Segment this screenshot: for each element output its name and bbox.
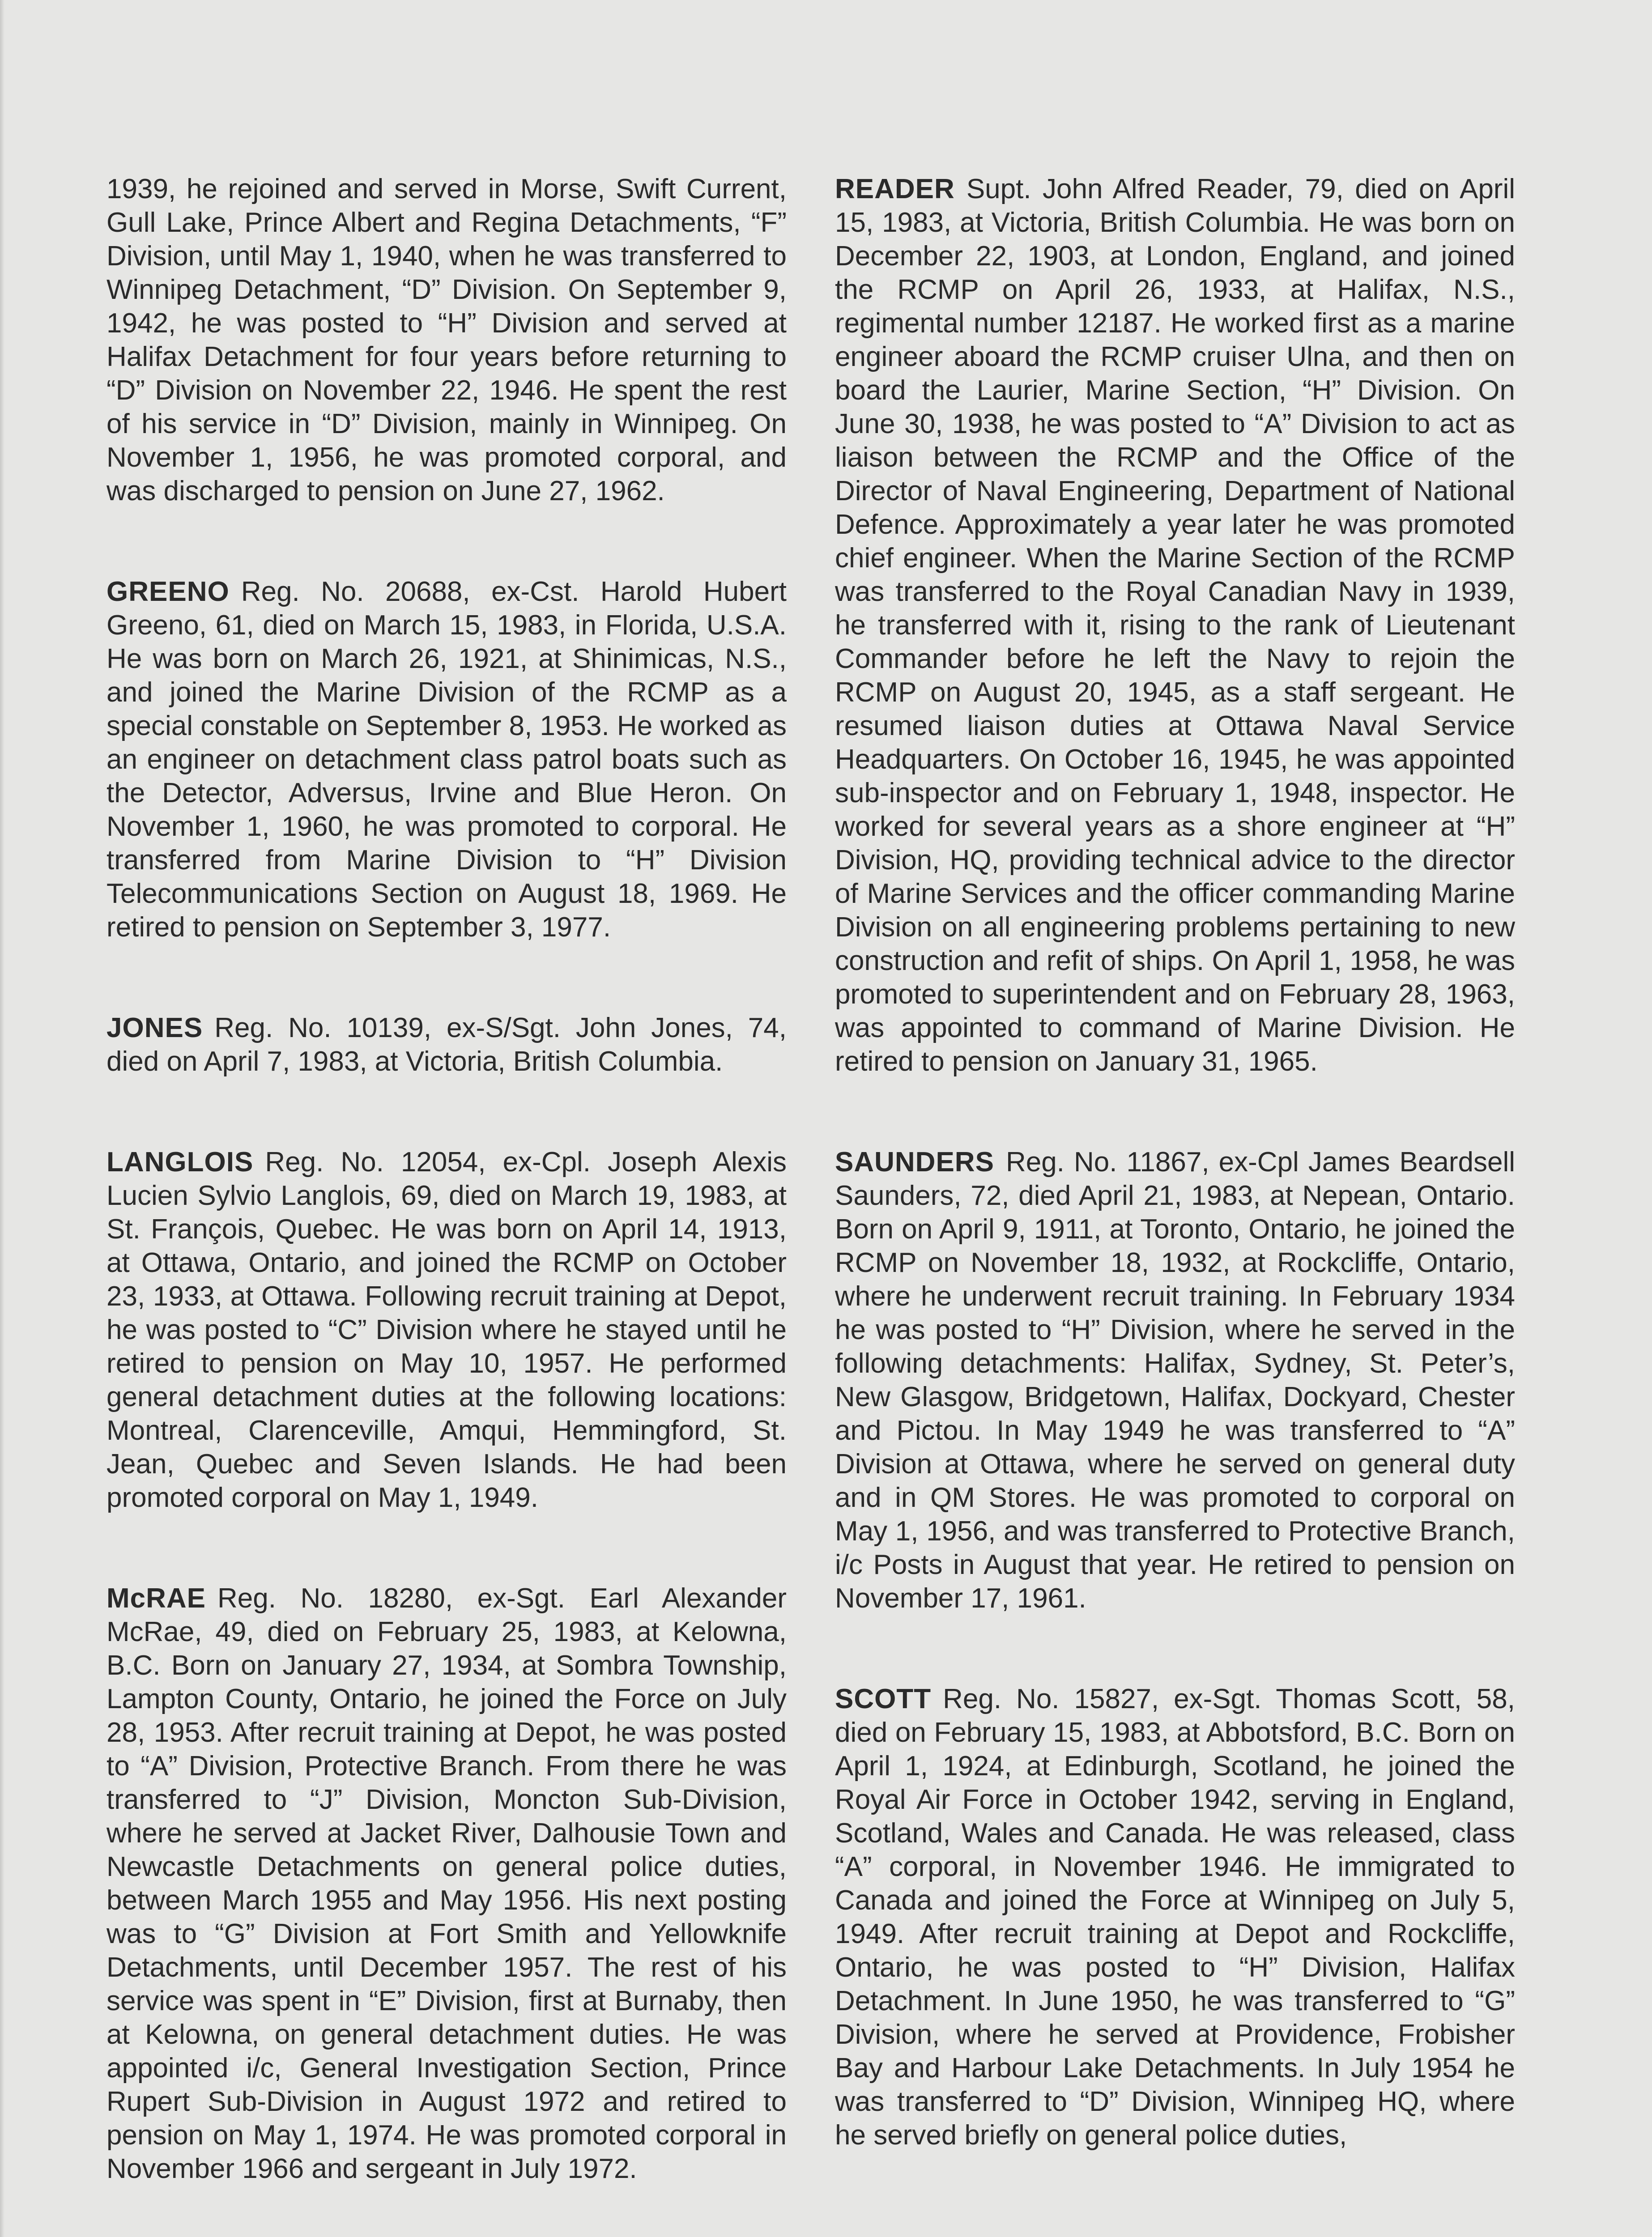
obituary-text-greeno: Reg. No. 20688, ex-Cst. Harold Hubert Greeno, 61, died on March 15, 1983, in Florida, U.S.A. He was born on March 26, 1921, at Shinimicas, N.S., and joined the Marine Division of the RCMP as a special constable on September 8, 1953. He worked as an engineer on detachment class patrol boats such as the Detector, Adversus, Irvine and Blue Heron. On November 1, 1960, he was promoted to corporal. He transferred from Marine Division to “H” Division Telecommunications Section on August 18, 1969. He retired to pension on September 3, 1977.	[106, 576, 787, 943]
surname-saunders: SAUNDERS	[835, 1147, 994, 1178]
surname-reader: READER	[835, 174, 955, 204]
obituary-reader	[835, 172, 1515, 1078]
continuation-text: 1939, he rejoined and served in Morse, Swift Current, Gull Lake, Prince Albert and Regina Detachments, “F” Division, until May 1, 1940, when he was transferred to Winnipeg Detachment, “D” Division. On September 9, 1942, he was posted to “H” Division and served at Halifax Detachment for four years before returning to “D” Division on November 22, 1946. He spent the rest of his service in “D” Division, mainly in Winnipeg. On November 1, 1956, he was promoted corporal, and was discharged to pension on June 27, 1962.	[106, 174, 787, 506]
obituary-mcrae	[106, 1582, 787, 2186]
obituary-continuation	[106, 172, 787, 508]
obituary-text-langlois: Reg. No. 12054, ex-Cpl. Joseph Alexis Lucien Sylvio Langlois, 69, died on March 19, 1983, at St. François, Quebec. He was born on April 14, 1913, at Ottawa, Ontario, and joined the RCMP on October 23, 1933, at Ottawa. Following recruit training at Depot, he was posted to “C” Division where he stayed until he retired to pension on May 10, 1957. He performed general detachment duties at the following locations: Montreal, Clarenceville, Amqui, Hemmingford, St. Jean, Quebec and Seven Islands. He had been promoted corporal on May 1, 1949.	[106, 1147, 787, 1513]
obituary-text-scott: Reg. No. 15827, ex-Sgt. Thomas Scott, 58, died on February 15, 1983, at Abbotsford, B.C. Born on April 1, 1924, at Edinburgh, Scotland, he joined the Royal Air Force in October 1942, serving in England, Scotland, Wales and Canada. He was released, class “A” corporal, in November 1946. He immigrated to Canada and joined the Force at Winnipeg on July 5, 1949. After recruit training at Depot and Rockcliffe, Ontario, he was posted to “H” Division, Halifax Detachment. In June 1950, he was transferred to “G” Division, where he served at Providence, Frobisher Bay and Harbour Lake Detachments. In July 1954 he was transferred to “D” Division, Winnipeg HQ, where he served briefly on general police duties,	[835, 1684, 1515, 2151]
obituary-text-jones: Reg. No. 10139, ex-S/Sgt. John Jones, 74, died on April 7, 1983, at Victoria, British Columbia.	[106, 1012, 787, 1077]
page-binding-edge	[0, 0, 4, 2237]
obituary-saunders	[835, 1145, 1515, 1615]
surname-langlois: LANGLOIS	[106, 1147, 254, 1178]
surname-jones: JONES	[106, 1012, 203, 1043]
obituary-text-mcrae: Reg. No. 18280, ex-Sgt. Earl Alexander McRae, 49, died on February 25, 1983, at Kelowna, B.C. Born on January 27, 1934, at Sombra Township, Lampton County, Ontario, he joined the Force on July 28, 1953. After recruit training at Depot, he was posted to “A” Division, Protective Branch. From there he was transferred to “J” Division, Moncton Sub-Division, where he served at Jacket River, Dalhousie Town and Newcastle Detachments on general police duties, between March 1955 and May 1956. His next posting was to “G” Division at Fort Smith and Yellowknife Detachments, until December 1957. The rest of his service was spent in “E” Division, first at Burnaby, then at Kelowna, on general detachment duties. He was appointed i/c, General Investigation Section, Prince Rupert Sub-Division in August 1972 and retired to pension on May 1, 1974. He was promoted corporal in November 1966 and sergeant in July 1972.	[106, 1583, 787, 2184]
obituary-jones	[106, 1011, 787, 1078]
obituary-text-saunders: Reg. No. 11867, ex-Cpl James Beardsell Saunders, 72, died April 21, 1983, at Nepean, Ontario. Born on April 9, 1911, at Toronto, Ontario, he joined the RCMP on November 18, 1932, at Rockcliffe, Ontario, where he underwent recruit training. In February 1934 he was posted to “H” Division, where he served in the following detachments: Halifax, Sydney, St. Peter’s, New Glasgow, Bridgetown, Halifax, Dockyard, Chester and Pictou. In May 1949 he was transferred to “A” Division at Ottawa, where he served on general duty and in QM Stores. He was promoted to corporal on May 1, 1956, and was transferred to Protective Branch, i/c Posts in August that year. He retired to pension on November 17, 1961.	[835, 1147, 1515, 1614]
obituary-text-reader: Supt. John Alfred Reader, 79, died on April 15, 1983, at Victoria, British Columbia. He was born on December 22, 1903, at London, England, and joined the RCMP on April 26, 1933, at Halifax, N.S., regimental number 12187. He worked first as a marine engineer aboard the RCMP cruiser Ulna, and then on board the Laurier, Marine Section, “H” Division. On June 30, 1938, he was posted to “A” Division to act as liaison between the RCMP and the Office of the Director of Naval Engineering, Department of National Defence. Approximately a year later he was promoted chief engineer. When the Marine Section of the RCMP was transferred to the Royal Canadian Navy in 1939, he transferred with it, rising to the rank of Lieutenant Commander before he left the Navy to rejoin the RCMP on August 20, 1945, as a staff sergeant. He resumed liaison duties at Ottawa Naval Service Headquarters. On October 16, 1945, he was appointed sub-inspector and on February 1, 1948, inspector. He worked for several years as a shore engineer at “H” Division, HQ, providing technical advice to the director of Marine Services and the officer commanding Marine Division on all engineering problems pertaining to new construction and refit of ships. On April 1, 1958, he was promoted to superintendent and on February 28, 1963, was appointed to command of Marine Division. He retired to pension on January 31, 1965.	[835, 174, 1515, 1077]
surname-scott: SCOTT	[835, 1684, 932, 1714]
obituary-scott	[835, 1682, 1515, 2152]
obituary-greeno	[106, 575, 787, 944]
right-column	[835, 172, 1515, 2219]
surname-greeno: GREENO	[106, 576, 230, 607]
surname-mcrae: McRAE	[106, 1583, 206, 1614]
obituary-langlois	[106, 1145, 787, 1514]
left-column	[106, 172, 787, 2237]
